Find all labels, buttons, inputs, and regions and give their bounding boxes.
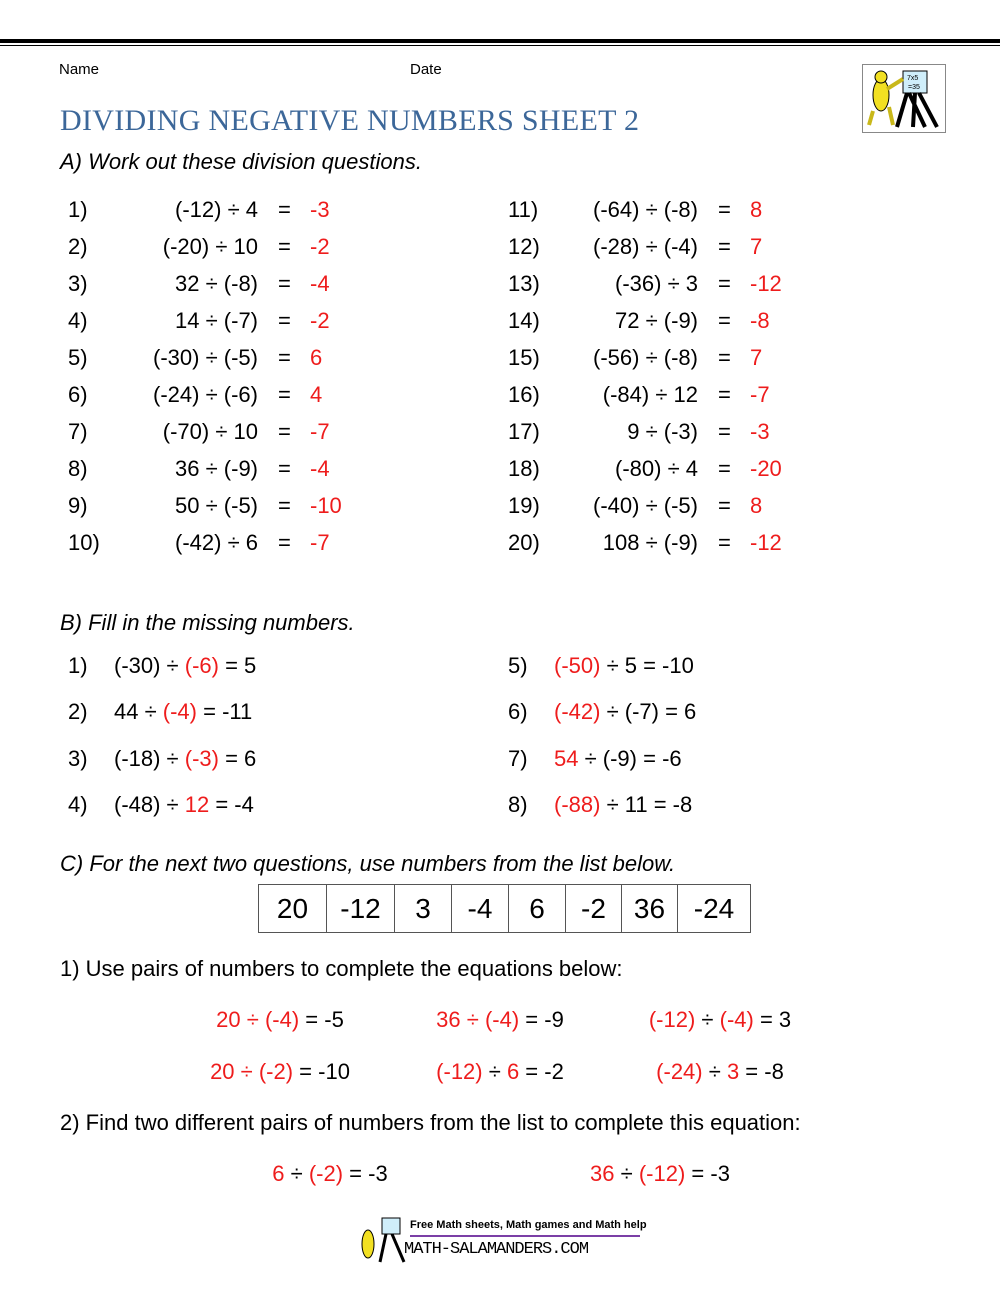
question-c2: 2) Find two different pairs of numbers from the list to complete this equation: [60,1110,801,1135]
equals-sign: = [718,382,731,407]
number-cell: -4 [452,885,509,932]
name-label: Name [59,61,100,78]
answer: -10 [310,493,342,518]
svg-text:7x5: 7x5 [907,75,919,82]
c1-equation [210,1058,350,1086]
question-equation [114,791,254,819]
answer: -2 [310,234,330,259]
footer-logo [356,1216,646,1266]
date-label: Date [410,61,442,78]
answer-part: (-3) [184,745,219,771]
equals-sign: = [718,530,731,555]
given-part: ÷ [284,1161,309,1186]
question-number: 19) [508,493,540,518]
answer-part: (-4) [264,1007,300,1032]
question-number: 8) [68,456,88,481]
answer-part: 20 ÷ [216,1007,265,1032]
equals-sign: = [278,345,291,370]
question-expression: (-70) ÷ 10 [162,419,258,444]
answer: 8 [750,197,763,222]
c1-equation [436,1006,564,1034]
c2-equation [590,1160,730,1188]
question-expression: (-80) ÷ 4 [615,456,698,481]
question-number: 6) [508,699,528,725]
question-expression: 14 ÷ (-7) [175,308,258,333]
question-number: 3) [68,745,88,771]
answer: -7 [750,382,770,407]
given-part: = -11 [197,699,253,725]
answer: 4 [310,382,323,407]
question-number: 2) [68,699,88,725]
question-number: 7) [68,419,88,444]
answer: -3 [310,197,330,222]
question-number: 11) [508,197,539,222]
question-number: 3) [68,271,88,296]
answer-part: 54 [554,745,579,771]
given-part: ÷ [614,1161,639,1186]
question-number: 15) [508,345,540,370]
answer-part: (-42) [554,699,601,725]
given-part: 44 ÷ [114,699,163,725]
equals-sign: = [718,419,731,444]
equals-sign: = [718,456,731,481]
given-part: = -8 [739,1059,784,1084]
answer: -8 [750,308,770,333]
number-cell: 3 [395,885,452,932]
equals-sign: = [718,308,731,333]
c1-equation [216,1006,344,1034]
top-rule [0,39,1000,43]
question-equation [554,698,696,726]
answer-part: (-2) [308,1161,344,1186]
question-number: 4) [68,308,88,333]
number-cell: -2 [566,885,622,932]
question-number: 17) [508,419,540,444]
question-expression: 108 ÷ (-9) [602,530,698,555]
question-equation [554,652,694,680]
answer-part: 12 [184,791,210,817]
c1-equation [649,1006,791,1034]
answer-part: 36 [590,1161,615,1186]
answer-part: (-88) [554,791,601,817]
answer: -3 [750,419,770,444]
answer-part: (-24) [656,1059,703,1084]
question-expression: (-12) ÷ 4 [175,197,258,222]
question-expression: 72 ÷ (-9) [615,308,698,333]
equals-sign: = [718,197,731,222]
question-number: 14) [508,308,540,333]
section-a-heading: A) Work out these division questions. [60,149,422,174]
question-expression: 32 ÷ (-8) [175,271,258,296]
answer-part: (-4) [719,1007,754,1032]
given-part: ÷ 11 = -8 [600,791,693,817]
answer-part: (-12) [648,1007,696,1032]
given-part: = 6 [218,745,257,771]
question-expression: 36 ÷ (-9) [175,456,258,481]
question-expression: (-36) ÷ 3 [615,271,698,296]
answer: 8 [750,493,763,518]
equals-sign: = [278,530,291,555]
answer: -7 [310,530,330,555]
question-number: 18) [508,456,540,481]
answer-part: (-4) [484,1007,520,1032]
given-part: ÷ (-9) = -6 [578,745,682,771]
question-number: 5) [508,653,528,678]
given-part: = 5 [218,653,257,678]
salamander-logo [862,64,946,133]
given-part: ÷ [482,1059,507,1084]
answer-part: (-4) [162,699,197,725]
number-cell: -24 [693,892,735,924]
question-number: 9) [68,493,88,518]
answer-part: (-12) [638,1161,686,1186]
footer-tagline: Free Math sheets, Math games and Math help [410,1219,647,1231]
question-expression: (-84) ÷ 12 [602,382,698,407]
equals-sign: = [278,197,291,222]
question-equation [554,745,682,773]
given-part: = -3 [343,1161,388,1186]
given-part: = -5 [299,1007,344,1032]
question-equation [114,698,252,726]
question-number: 10) [68,530,100,555]
answer-part: 6 [272,1161,285,1186]
equals-sign: = [278,493,291,518]
number-cell: 20 [259,885,327,932]
answer: 7 [750,234,763,259]
question-expression: (-20) ÷ 10 [162,234,258,259]
answer: -12 [750,530,782,555]
question-expression: 50 ÷ (-5) [175,493,258,518]
answer-part: 20 ÷ [210,1059,259,1084]
equals-sign: = [278,308,291,333]
answer-part: (-12) [436,1059,483,1084]
answer: -20 [750,456,782,481]
question-number: 1) [68,653,88,678]
equals-sign: = [718,271,731,296]
svg-text:=35: =35 [908,84,920,91]
equals-sign: = [278,382,291,407]
question-number: 5) [68,345,88,370]
c1-equation [656,1058,784,1086]
question-expression: (-28) ÷ (-4) [593,234,698,259]
equals-sign: = [278,456,291,481]
page-title: DIVIDING NEGATIVE NUMBERS SHEET 2 [60,104,640,137]
question-equation [114,652,256,680]
question-expression: (-42) ÷ 6 [175,530,258,555]
equals-sign: = [278,271,291,296]
equals-sign: = [718,234,731,259]
question-equation [114,745,256,773]
question-number: 4) [68,791,88,817]
given-part: (-18) ÷ [114,745,185,771]
top-rule-thin [0,45,1000,46]
answer: -4 [310,456,330,481]
answer-part: 36 ÷ [436,1007,485,1032]
given-part: = -3 [685,1161,730,1186]
question-expression: (-56) ÷ (-8) [593,345,698,370]
question-number: 20) [508,530,540,555]
equals-sign: = [278,234,291,259]
section-c-heading: C) For the next two questions, use numbers from the list below. [60,851,676,876]
question-c1: 1) Use pairs of numbers to complete the equations below: [60,956,623,981]
given-part: = 3 [753,1007,792,1032]
equals-sign: = [278,419,291,444]
question-number: 1) [68,197,88,222]
section-b-heading: B) Fill in the missing numbers. [60,610,355,635]
answer: -12 [750,271,782,296]
question-expression: (-64) ÷ (-8) [593,197,698,222]
footer-rule [410,1235,640,1237]
given-part: = -2 [519,1059,564,1084]
question-number: 16) [508,382,540,407]
question-number: 13) [508,271,540,296]
number-list [258,884,751,933]
answer-part: 3 [726,1059,740,1084]
footer-site: MATH-SALAMANDERS.COM [404,1240,589,1259]
given-part: (-30) ÷ [114,653,185,678]
number-cell: 6 [509,885,566,932]
question-number: 7) [508,745,528,771]
answer-part: 6 [506,1059,520,1084]
given-part: = -9 [519,1007,564,1032]
given-part: = -4 [209,791,254,817]
answer-part: (-6) [184,653,219,678]
question-number: 12) [508,234,540,259]
answer: 7 [750,345,763,370]
answer: -4 [310,271,330,296]
question-equation [554,791,692,819]
equals-sign: = [718,493,731,518]
equals-sign: = [718,345,731,370]
given-part: (-48) ÷ [114,791,185,817]
answer-part: (-2) [258,1059,294,1084]
given-part: = -10 [293,1059,350,1084]
question-expression: (-40) ÷ (-5) [593,493,698,518]
given-part: ÷ (-7) = 6 [600,699,697,725]
given-part: ÷ [702,1059,727,1084]
c1-equation [436,1058,564,1086]
question-expression: 9 ÷ (-3) [627,419,698,444]
given-part: ÷ [695,1007,720,1032]
answer-part: (-50) [554,653,601,678]
question-number: 8) [508,791,528,817]
answer: -2 [310,308,330,333]
question-expression: (-30) ÷ (-5) [153,345,258,370]
answer: -7 [310,419,330,444]
answer: 6 [310,345,323,370]
question-number: 2) [68,234,88,259]
number-cell: -12 [327,885,395,932]
question-expression: (-24) ÷ (-6) [153,382,258,407]
c2-equation [272,1160,387,1188]
question-number: 6) [68,382,88,407]
given-part: ÷ 5 = -10 [600,653,694,678]
number-cell: 36 [622,885,678,932]
